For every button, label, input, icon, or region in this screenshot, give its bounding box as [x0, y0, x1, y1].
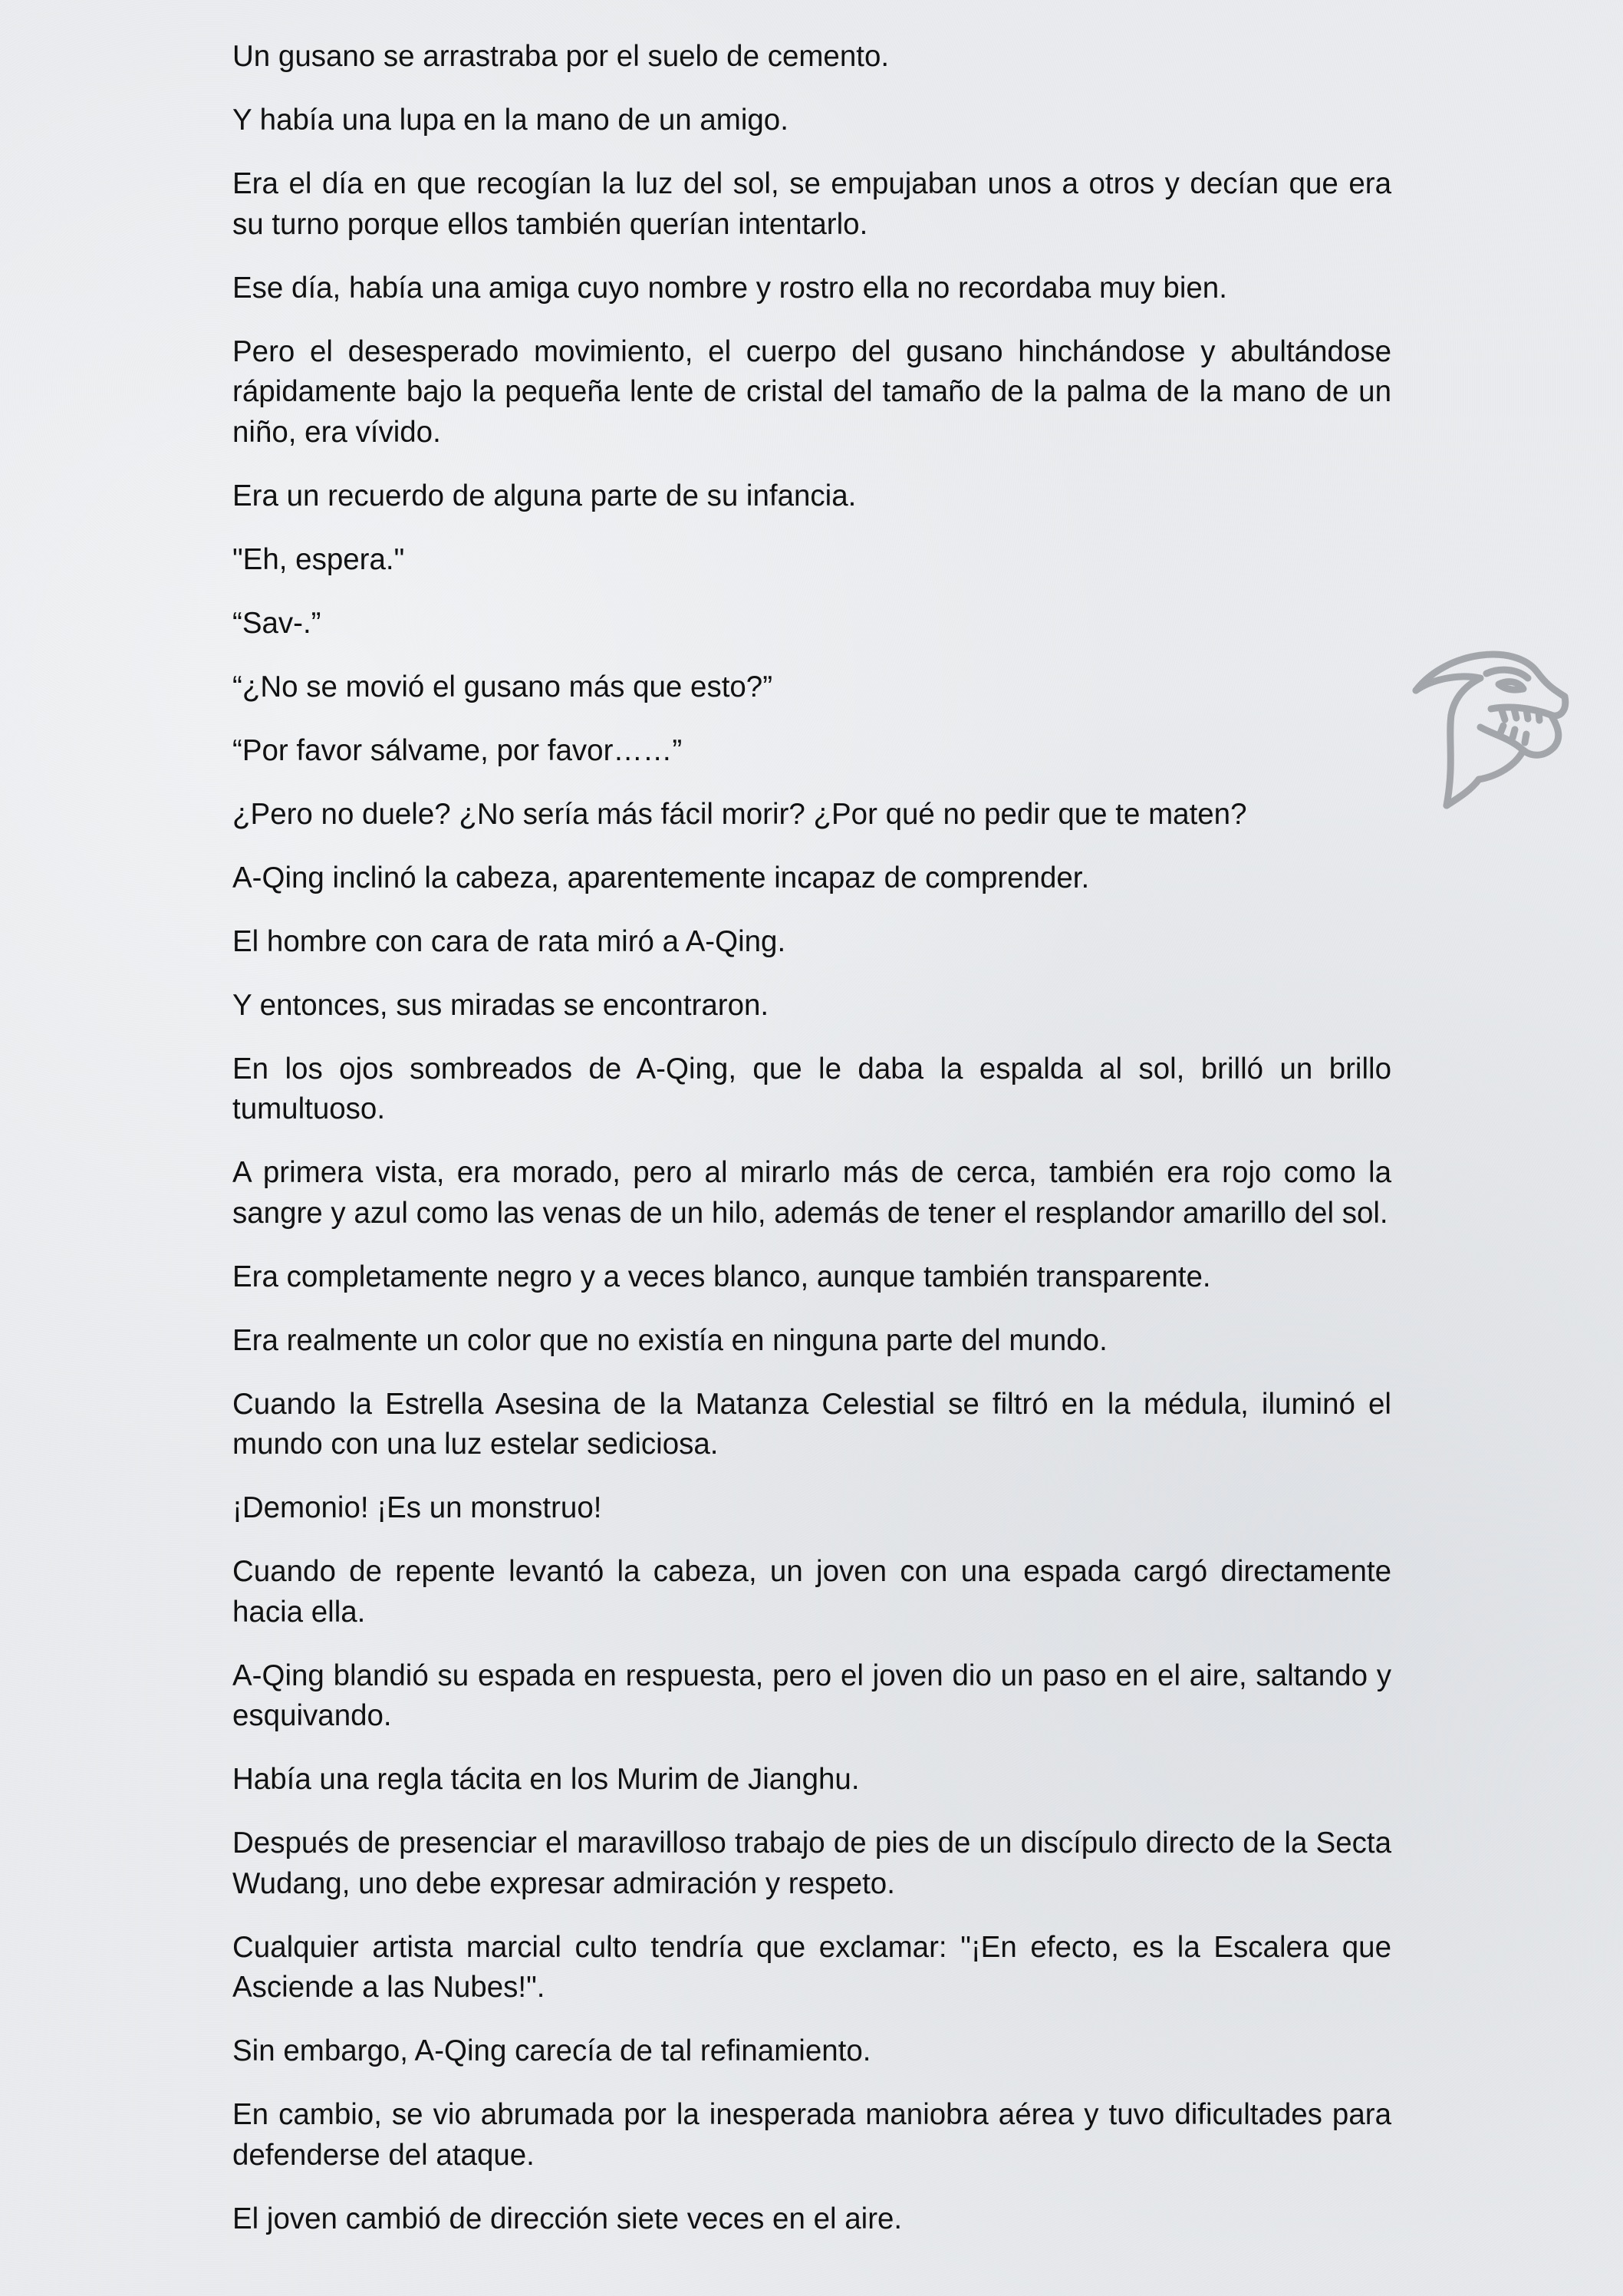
paragraph: ¿Pero no duele? ¿No sería más fácil morir? ¿Por qué no pedir que te maten?: [232, 797, 1247, 831]
paragraph: A-Qing inclinó la cabeza, aparentemente incapaz de comprender.: [232, 861, 1090, 894]
paragraph: Y entonces, sus miradas se encontraron.: [232, 988, 769, 1022]
paragraph: Había una regla tácita en los Murim de Jianghu.: [232, 1763, 860, 1796]
paragraph: Pero el desesperado movimiento, el cuerpo del gusano hinchándose y abultándose rápidamente bajo la pequeña lente de cristal del tamaño de la palma de la mano de un niño, era vívido.: [232, 334, 1391, 449]
paragraph: Cuando de repente levantó la cabeza, un joven con una espada cargó directamente hacia ella.: [232, 1555, 1391, 1629]
paragraph: "Eh, espera.": [232, 542, 405, 576]
dinosaur-head-icon: [1401, 635, 1577, 827]
paragraph: Era completamente negro y a veces blanco, aunque también transparente.: [232, 1260, 1211, 1293]
paragraph: Era realmente un color que no existía en ninguna parte del mundo.: [232, 1323, 1108, 1357]
paragraph: En cambio, se vio abrumada por la inesperada maniobra aérea y tuvo dificultades para defenderse del ataque.: [232, 2098, 1391, 2172]
paragraph: ¡Demonio! ¡Es un monstruo!: [232, 1491, 602, 1524]
paragraph: Cuando la Estrella Asesina de la Matanza Celestial se filtró en la médula, iluminó el mundo con una luz estelar sediciosa.: [232, 1387, 1391, 1461]
paragraph: “Sav-.”: [232, 606, 321, 640]
paragraph: Cualquier artista marcial culto tendría que exclamar: "¡En efecto, es la Escalera que Asciende a las Nubes!".: [232, 1930, 1391, 2004]
paragraph: Ese día, había una amiga cuyo nombre y rostro ella no recordaba muy bien.: [232, 271, 1227, 305]
paragraph: A primera vista, era morado, pero al mirarlo más de cerca, también era rojo como la sangre y azul como las venas de un hilo, además de tener el resplandor amarillo del sol.: [232, 1156, 1391, 1230]
paragraph: A-Qing blandió su espada en respuesta, pero el joven dio un paso en el aire, saltando y esquivando.: [232, 1659, 1391, 1732]
paragraph: Sin embargo, A-Qing carecía de tal refinamiento.: [232, 2034, 871, 2067]
text-column: [232, 37, 1391, 2263]
paragraph: En los ojos sombreados de A-Qing, que le daba la espalda al sol, brilló un brillo tumultuoso.: [232, 1052, 1391, 1125]
paragraph: El joven cambió de dirección siete veces en el aire.: [232, 2202, 903, 2235]
paragraph: “Por favor sálvame, por favor……”: [232, 733, 683, 767]
paragraph: Era el día en que recogían la luz del sol, se empujaban unos a otros y decían que era su turno porque ellos también querían intentarlo.: [232, 167, 1391, 241]
paragraph: “¿No se movió el gusano más que esto?”: [232, 670, 773, 703]
paragraph: El hombre con cara de rata miró a A-Qing.: [232, 924, 786, 958]
paragraph: Y había una lupa en la mano de un amigo.: [232, 104, 788, 137]
paragraph: Después de presenciar el maravilloso trabajo de pies de un discípulo directo de la Secta Wudang, uno debe expresar admiración y respeto.: [232, 1827, 1391, 1900]
paragraph: Un gusano se arrastraba por el suelo de cemento.: [232, 40, 890, 73]
paragraph: Era un recuerdo de alguna parte de su infancia.: [232, 479, 857, 512]
